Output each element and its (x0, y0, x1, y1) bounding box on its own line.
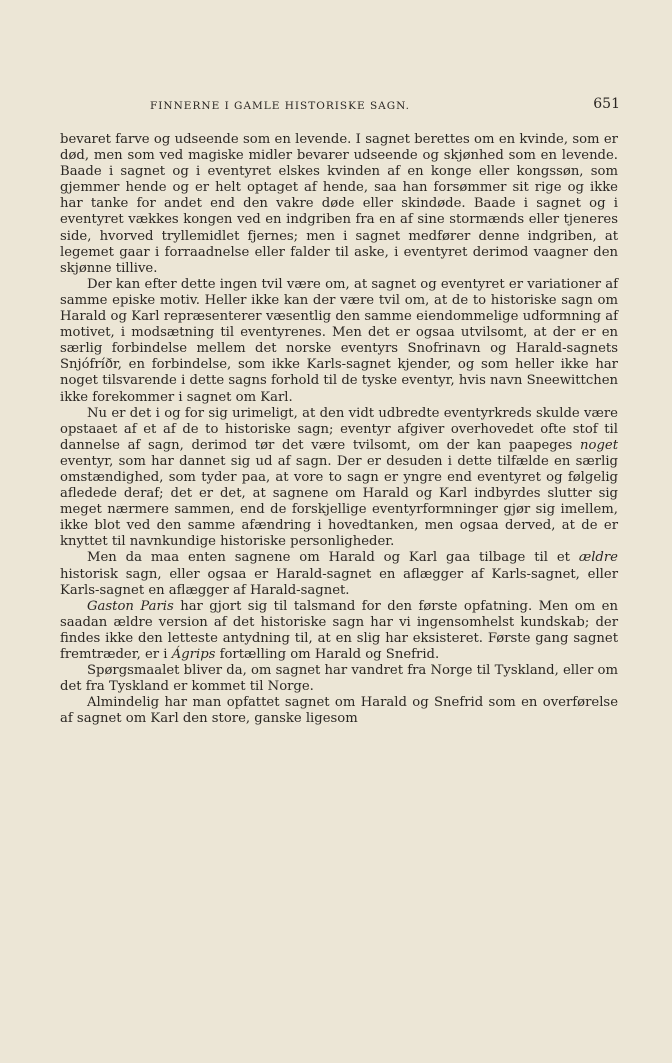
paragraph (60, 695, 618, 727)
paragraph-text: Men da maa enten sagnene om Harald og Karl gaa tilbage til et (87, 550, 570, 566)
italic-word: noget (580, 437, 618, 453)
paragraph-text: fortælling om Harald og Snefrid. (219, 647, 440, 662)
paragraph-text: bevaret farve og udseende som en levende. I sagnet berettes om en kvinde, som er død, men som ved magiske midler bevarer udseende og skjønhed som en levende. Baade i sagnet og i eventyret elskes kvinden af en konge eller kongssøn, som gjemmer hende og er helt optaget af hende, saa han forsømmer sit rige og ikke har tanke for andet end den vakre døde eller skindøde. Baade i sagnet og i eventyret vækkes kongen ved en indgriben fra en af sine stormænds eller tjeneres side, hvorved tryllemidlet fjernes; men i sagnet medfører denne indgriben, at legemet gaar i forraadnelse eller falder til aske, i eventyret derimod vaagner den skjønne tillive. (60, 132, 618, 276)
running-head: FINNERNE I GAMLE HISTORISKE SAGN. (150, 100, 410, 112)
paragraph-text: har gjort sig til talsmand for den første opfatning. Men om en saadan ældre version af det historiske sagn har vi ingensomhelst kundskab; der findes ikke den letteste antydning til, at en slig har eksisteret. Første gang sagnet fremtræder, er i (60, 598, 618, 662)
paragraph-text: Almindelig har man opfattet sagnet om Harald og Snefrid som en overførelse af sagnet om Karl den store, ganske ligesom (60, 695, 618, 727)
paragraph (60, 599, 618, 663)
body-text (60, 132, 618, 727)
paragraph-text: Spørgsmaalet bliver da, om sagnet har vandret fra Norge til Tyskland, eller om det fra Tyskland er kommet til Norge. (60, 663, 618, 695)
paragraph-text: Der kan efter dette ingen tvil være om, at sagnet og eventyret er variationer af samme episke motiv. Heller ikke kan der være tvil om, at de to historiske sagn om Harald og Karl repræsenterer væsentlig den samme eiendommelige udformning af motivet, i modsætning til eventyrenes. Men det er ogsaa utvilsomt, at der er en særlig forbindelse mellem det norske eventyrs Snofrinavn og Harald-sagnets Snjófríðr, en forbindelse, som ikke Karls-sagnet kjender, og som heller ikke har noget tilsvarende i dette sagns forhold til de tyske eventyr, hvis navn Sneewittchen ikke forekommer i sagnet om Karl. (60, 276, 618, 405)
italic-word: ældre (578, 550, 618, 566)
italic-name: Gaston Paris (87, 598, 174, 614)
paragraph (60, 132, 618, 277)
italic-title: Ágrips (171, 647, 216, 662)
paragraph (60, 406, 618, 551)
paragraph (60, 277, 618, 406)
paragraph-text: Nu er det i og for sig urimeligt, at den vidt udbredte eventyrkreds skulde være opstaaet af et af de to historiske sagn; eventyr afgiver overhovedet ofte stof til dannelse af sagn, derimod tør det være tvilsomt, om der kan paapeges (60, 405, 618, 453)
paragraph (60, 663, 618, 695)
page-header (60, 96, 620, 116)
paragraph-text: eventyr, som har dannet sig ud af sagn. Der er desuden i dette tilfælde en særlig omstændighed, som tyder paa, at vore to sagn er yngre end eventyret og følgelig afledede deraf; det er det, at sagnene om Harald og Karl indbyrdes slutter sig meget nærmere sammen, end de forskjellige eventyrformninger gjør sig imellem, ikke blot ved den samme afændring i hovedtanken, men ogsaa derved, at de er knyttet til navnkundige historiske personligheder. (60, 453, 618, 550)
page-number: 651 (593, 96, 620, 112)
paragraph (60, 550, 618, 598)
paragraph-text: historisk sagn, eller ogsaa er Harald-sagnet en aflægger af Karls-sagnet, eller Karls-sagnet en aflægger af Harald-sagnet. (60, 566, 618, 598)
